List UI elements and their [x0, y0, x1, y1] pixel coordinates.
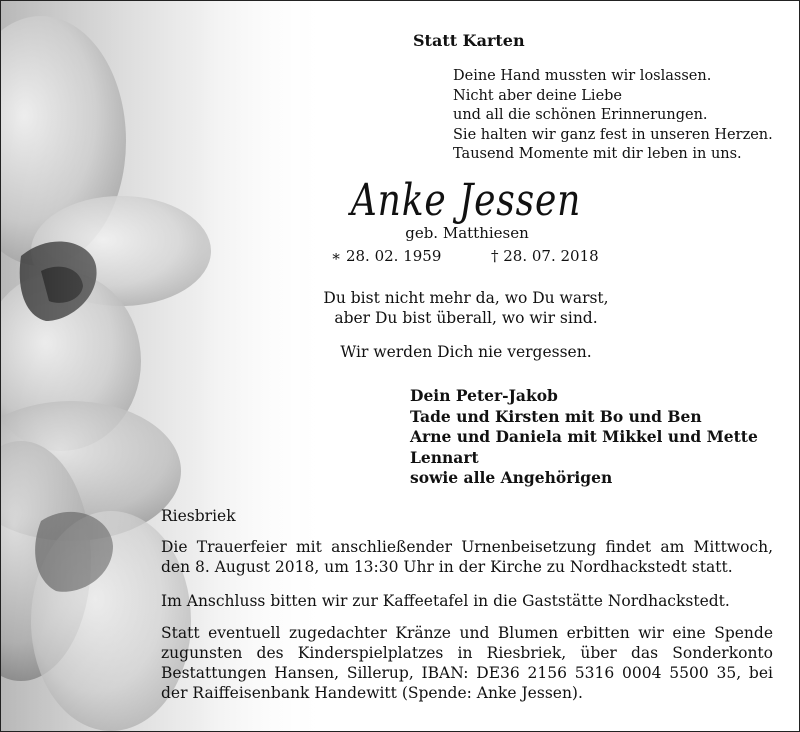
- mourner: Arne und Daniela mit Mikkel und Mette: [410, 427, 758, 446]
- maiden-name: geb. Matthiesen: [405, 224, 529, 242]
- notice-content: [1, 1, 800, 732]
- quote: [251, 288, 681, 328]
- mourner: sowie alle Angehörigen: [410, 468, 613, 487]
- reception-info: Im Anschluss bitten wir zur Kaffeetafel in die Gaststätte Nordhackstedt.: [161, 592, 730, 610]
- poem-line: und all die schönen Erinnerungen.: [453, 107, 708, 123]
- poem-line: Deine Hand mussten wir loslassen.: [453, 68, 712, 84]
- poem-line: Sie halten wir ganz fest in unseren Herzen.: [453, 126, 773, 143]
- birth-date: ∗ 28. 02. 1959: [331, 247, 442, 265]
- poem-line: Nicht aber deine Liebe: [453, 87, 623, 104]
- funeral-info: Die Trauerfeier mit anschließender Urnenbeisetzung findet am Mittwoch, den 8. August 2018, um 13:30 Uhr in der Kirche zu Nordhackstedt statt.: [161, 538, 773, 576]
- mourners-list: [410, 386, 758, 489]
- mourner: Tade und Kirsten mit Bo und Ben: [410, 406, 702, 426]
- donation-info: Statt eventuell zugedachter Kränze und Blumen erbitten wir eine Spende zugunsten des Kinderspielplatzes in Riesbriek, über das Sonderkonto Bestattungen Hansen, Sillerup, IBAN: DE36 2156 5316 0004 5500 35, bei der Raiffeisenbank Handewitt (Spende: Anke Jessen).: [161, 624, 773, 702]
- header-title: Statt Karten: [413, 31, 525, 50]
- quote-line: aber Du bist überall, wo wir sind.: [334, 309, 598, 327]
- death-date: † 28. 07. 2018: [491, 247, 599, 265]
- mourner: Dein Peter-Jakob: [410, 386, 558, 405]
- remembrance-line: Wir werden Dich nie vergessen.: [340, 343, 592, 361]
- deceased-name: Anke Jessen: [350, 175, 582, 226]
- place-name: Riesbriek: [161, 507, 236, 525]
- poem: [453, 67, 783, 165]
- poem-line: Tausend Momente mit dir leben in uns.: [453, 146, 742, 162]
- mourner: Lennart: [410, 447, 479, 467]
- quote-line: Du bist nicht mehr da, wo Du warst,: [323, 289, 609, 307]
